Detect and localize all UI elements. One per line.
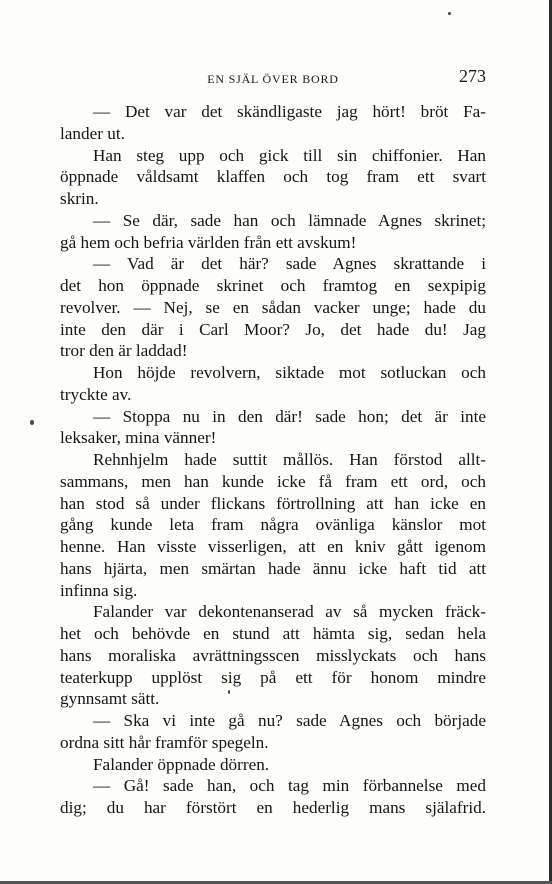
- text-line: teaterkupp upplöst sig på ett för honom mindre: [60, 667, 486, 687]
- text-line: — Se där, sade han och lämnade Agnes skrinet;: [93, 210, 486, 230]
- text-line: — Vad är det här? sade Agnes skrattande i: [93, 254, 486, 274]
- text-line: gå hem och befria världen från ett avskum!: [60, 232, 357, 252]
- text-line: revolver. — Nej, se en sådan vacker unge; hade du: [60, 297, 486, 317]
- text-line: tror den är laddad!: [60, 341, 188, 361]
- page-header: [60, 66, 486, 90]
- text-line: Falander öppnade dörren.: [93, 754, 270, 774]
- text-line: het och behövde en stund att hämta sig, sedan hela: [60, 624, 486, 643]
- ink-speck: [228, 690, 230, 694]
- text-line: Han steg upp och gick till sin chiffonier. Han: [93, 145, 486, 165]
- text-line: hans hjärta, men smärtan hade ännu icke haft tid att: [60, 558, 486, 578]
- text-line: — Gå! sade han, och tag min förbannelse med: [93, 776, 486, 796]
- text-line: ordna sitt hår framför spegeln.: [60, 732, 269, 752]
- text-line: Rehnhjelm hade suttit mållös. Han förstod allt-: [93, 450, 486, 469]
- text-line: det hon öppnade skrinet och framtog en sexpipig: [60, 276, 486, 295]
- text-line: hans moraliska avrättningsscen misslyckats och hans: [60, 645, 486, 665]
- ink-speck: [448, 12, 451, 15]
- text-line: öppnade våldsamt klaffen och tog fram ett svart: [60, 167, 486, 187]
- text-line: inte den där i Carl Moor? Jo, det hade du! Jag: [60, 319, 486, 339]
- ink-speck: [30, 420, 34, 425]
- text-line: leksaker, mina vänner!: [60, 428, 217, 448]
- running-head: EN SJÄL ÖVER BORD: [207, 72, 339, 86]
- text-line: — Det var det skändligaste jag hört! bröt Fa-: [93, 102, 486, 121]
- text-line: Hon höjde revolvern, siktade mot sotluckan och: [93, 363, 486, 382]
- body-text: [60, 101, 486, 819]
- text-line: lander ut.: [60, 123, 125, 143]
- text-line: gång kunde leta fram några ovänliga känslor mot: [60, 515, 486, 535]
- text-line: — Ska vi inte gå nu? sade Agnes och började: [93, 711, 486, 730]
- text-line: henne. Han visste visserligen, att en kniv gått igenom: [60, 537, 486, 556]
- text-line: tryckte av.: [60, 384, 132, 404]
- text-line: skrin.: [60, 189, 99, 208]
- text-line: gynnsamt sätt.: [60, 689, 160, 709]
- text-line: han stod så under flickans förtrollning att han icke en: [60, 493, 486, 513]
- text-line: sammans, men han kunde icke få fram ett ord, och: [60, 471, 486, 491]
- text-line: — Stoppa nu in den där! sade hon; det är inte: [93, 406, 486, 426]
- text-line: Falander var dekontenanserad av så mycken fräck-: [93, 602, 486, 622]
- page-number: 273: [459, 66, 486, 86]
- text-line: dig; du har förstört en hederlig mans själafrid.: [60, 798, 486, 817]
- text-line: infinna sig.: [60, 580, 138, 600]
